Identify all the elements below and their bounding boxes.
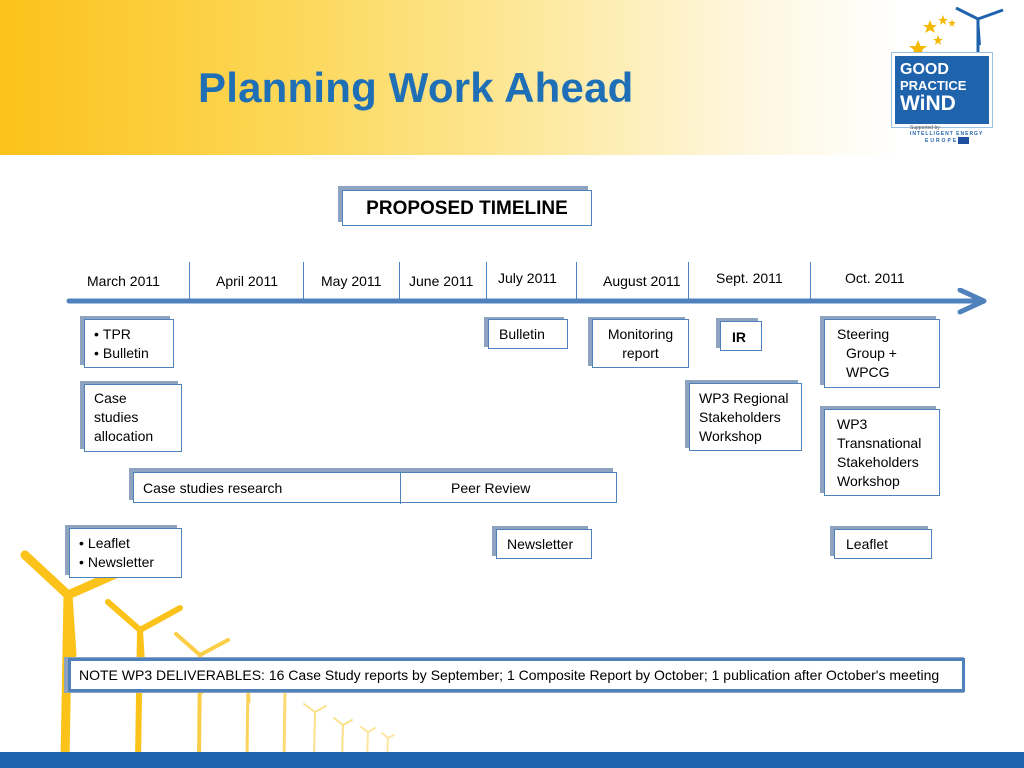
wind-turbine-icon [176,634,228,760]
box-line: WP3 Regional [699,390,789,406]
month-label: June 2011 [409,273,474,289]
box-divider [400,473,401,504]
wp3-transnational-workshop-box [824,409,940,496]
march-tasks-box [84,319,174,368]
logo-supported-by: Supported by [910,125,940,131]
wind-turbine-icon [272,682,300,760]
box-line: Stakeholders [837,454,919,470]
deliverables-note: NOTE WP3 DELIVERABLES: 16 Case Study reports by September; 1 Composite Report by October; 1 publication after October's meeting [68,658,965,692]
month-label: March 2011 [87,273,160,289]
month-label: August 2011 [603,273,681,289]
july-bulletin-box: Bulletin [488,319,568,349]
bottom-bar [0,752,1024,768]
box-line: Group + [846,345,897,361]
research-review-box [133,472,617,503]
logo-line-practice: PRACTICE [900,78,967,93]
list-item: • Leaflet [79,534,172,553]
box-line: Workshop [837,473,900,489]
steering-group-box [824,319,940,388]
eu-flag-icon [958,137,969,144]
oct-leaflet-box: Leaflet [834,529,932,559]
peer-review-label: Peer Review [451,480,531,496]
slide-title: Planning Work Ahead [198,64,634,111]
box-line: WP3 [837,416,868,432]
wind-turbines-background [0,520,420,760]
logo-program-line2: EUROPE [925,138,959,144]
wind-turbine-icon [956,8,1003,55]
wp3-regional-workshop-box [689,383,802,451]
march-publications-box [69,528,182,578]
list-item: • Bulletin [94,344,164,363]
case-studies-allocation-box [84,384,182,452]
box-line: Steering [837,326,890,342]
month-label: Oct. 2011 [845,270,905,286]
box-line: report [622,345,659,361]
stars-icon [909,15,956,56]
logo-line-good: GOOD [900,61,949,78]
box-line: Stakeholders [699,409,781,425]
box-line: Transnational [837,435,922,451]
ir-box: IR [720,321,762,351]
box-line: Workshop [699,428,762,444]
month-label: Sept. 2011 [716,270,783,286]
box-line: Monitoring [607,326,674,342]
month-label: May 2011 [321,273,382,289]
box-line: studies [94,409,139,425]
box-line: Case [94,390,127,406]
month-label: July 2011 [498,270,557,286]
box-line: allocation [94,428,154,444]
monitoring-report-box [592,319,689,368]
timeline-arrow [66,288,990,318]
logo-line-wind: WiND [900,92,956,115]
proposed-timeline-label: PROPOSED TIMELINE [342,190,592,226]
case-studies-research-label: Case studies research [143,480,283,496]
box-line: WPCG [846,364,890,380]
month-label: April 2011 [216,273,279,289]
logo-program-line1: INTELLIGENT ENERGY [910,131,984,137]
july-newsletter-box: Newsletter [496,529,592,559]
list-item: • TPR [94,325,164,344]
list-item: • Newsletter [79,553,172,572]
